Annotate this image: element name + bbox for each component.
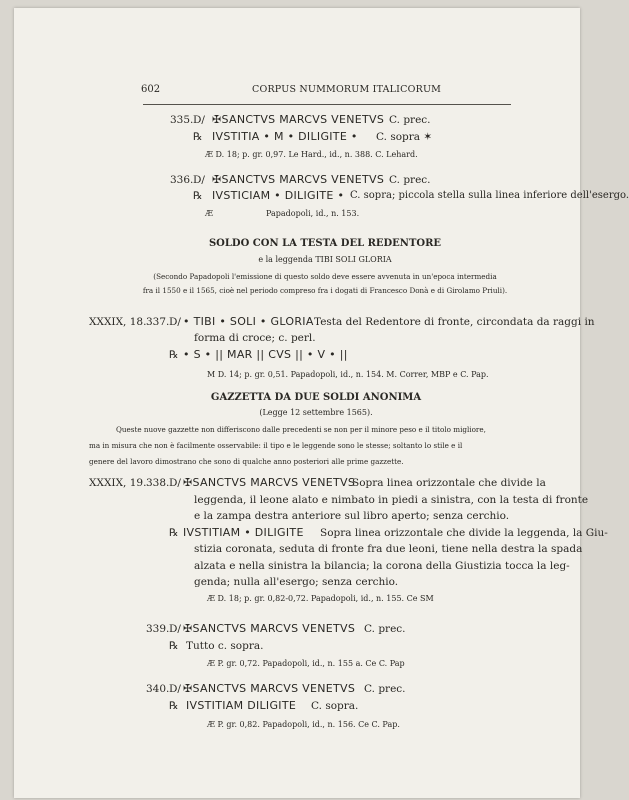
entry-339-obverse-note: C. prec.: [364, 623, 406, 635]
entry-338-number: 338.: [146, 477, 170, 489]
entry-335-reverse-sigla: ℞: [193, 131, 203, 143]
page-number: 602: [141, 84, 161, 95]
section-note-line: genere del lavoro dimostrano che sono di qualche anno posteriori alle prime gazzette.: [89, 457, 404, 466]
section-note-line: (Secondo Papadopoli l'emissione di questo soldo deve essere avvenuta in un'epoca intermedia: [153, 272, 497, 281]
entry-336-obverse-note: C. prec.: [389, 174, 431, 186]
entry-335-obverse-legend: ✠SANCTVS MARCVS VENETVS: [212, 113, 385, 126]
entry-335-obverse-sigla: D/: [193, 114, 205, 126]
entry-338-plate: XXXIX, 19.: [89, 477, 147, 489]
entry-340-obverse-legend: ✠SANCTVS MARCVS VENETVS: [183, 682, 356, 695]
entry-338-meta: Æ D. 18; p. gr. 0,82-0,72. Papadopoli, id., n. 155. Ce SM: [207, 594, 434, 603]
entry-338-obverse-sigla: D/: [169, 477, 181, 489]
entry-337-plate: XXXIX, 18.: [89, 316, 147, 328]
entry-336-obverse-sigla: D/: [193, 174, 205, 186]
entry-335-reverse-legend: IVSTITIA • M • DILIGITE •: [212, 130, 358, 143]
section-subtitle: e la leggenda TIBI SOLI GLORIA: [258, 255, 392, 264]
entry-338-reverse-desc: Sopra linea orizzontale che divide la leggenda, la Giu-: [320, 527, 608, 539]
entry-335-obverse-note: C. prec.: [389, 114, 431, 126]
entry-338-obverse-legend: ✠SANCTVS MARCVS VENETVS: [183, 476, 356, 489]
section-subtitle: (Legge 12 settembre 1565).: [259, 408, 373, 417]
entry-339-obverse-sigla: D/: [169, 623, 181, 635]
entry-336-reverse-sigla: ℞: [193, 190, 203, 202]
entry-337-obverse-desc: forma di croce; c. perl.: [194, 332, 316, 344]
entry-340-reverse-sigla: ℞: [169, 700, 179, 712]
entry-336-number: 336.: [170, 174, 194, 186]
entry-338-obverse-desc: e la zampa destra anteriore sul libro aperto; senza cerchio.: [194, 510, 510, 522]
entry-337-number: 337.: [146, 316, 170, 328]
section-note-line: ma in misura che non è facilmente osservabile: il tipo e le leggende sono le stesse; soltanto lo stile e il: [89, 441, 463, 450]
entry-336-metal: Æ: [205, 209, 214, 218]
entry-336-reverse-note: C. sopra; piccola stella sulla linea inferiore dell'esergo.: [350, 190, 629, 201]
section-title: SOLDO CON LA TESTA DEL REDENTORE: [208, 238, 442, 249]
entry-338-obverse-desc: Sopra linea orizzontale che divide la: [352, 477, 546, 489]
section-note-line: Queste nuove gazzette non differiscono dalle precedenti se non per il minore peso e il titolo migliore,: [116, 425, 486, 434]
entry-337-obverse-legend: • TIBI • SOLI • GLORIA: [183, 315, 314, 328]
entry-338-reverse-desc: genda; nulla all'esergo; senza cerchio.: [194, 576, 399, 588]
entry-335-reverse-note: C. sopra ✶: [376, 131, 433, 143]
entry-336-reverse-legend: IVSTICIAM • DILIGITE •: [212, 189, 345, 202]
entry-340-reverse-legend: IVSTITIAM DILIGITE: [186, 699, 297, 712]
entry-337-obverse-sigla: D/: [169, 316, 181, 328]
book-page: [14, 8, 583, 798]
header-rule: [143, 104, 511, 105]
entry-337-reverse-sigla: ℞: [169, 349, 179, 361]
section-title: GAZZETTA DA DUE SOLDI ANONIMA: [210, 392, 422, 403]
entry-338-reverse-desc: alzata e nella sinistra la bilancia; la corona della Giustizia tocca la leg-: [194, 560, 570, 572]
section-note-line: fra il 1550 e il 1565, cioè nel periodo compreso fra i dogati di Francesco Donà e di Girolamo Priuli).: [142, 286, 508, 295]
entry-337-meta: M D. 14; p. gr. 0,51. Papadopoli, id., n. 154. M. Correr, MBP e C. Pap.: [207, 370, 489, 379]
entry-339-number: 339.: [146, 623, 170, 635]
entry-337-obverse-desc: Testa del Redentore di fronte, circondata da raggi in: [314, 316, 595, 328]
running-title: CORPUS NUMMORUM ITALICORUM: [252, 84, 442, 95]
entry-340-number: 340.: [146, 683, 170, 695]
entry-339-obverse-legend: ✠SANCTVS MARCVS VENETVS: [183, 622, 356, 635]
entry-340-meta: Æ P. gr. 0,82. Papadopoli, id., n. 156. Ce C. Pap.: [207, 720, 400, 729]
entry-336-obverse-legend: ✠SANCTVS MARCVS VENETVS: [212, 173, 385, 186]
entry-337-reverse-legend: • S • || MAR || CVS || • V • ||: [183, 348, 348, 361]
entry-335-meta: Æ D. 18; p. gr. 0,97. Le Hard., id., n. 388. C. Lehard.: [205, 150, 418, 159]
entry-339-reverse-sigla: ℞: [169, 640, 179, 652]
entry-338-reverse-legend: IVSTITIAM • DILIGITE: [183, 526, 304, 539]
entry-338-reverse-desc: stizia coronata, seduta di fronte fra due leoni, tiene nella destra la spada: [194, 543, 583, 555]
entry-340-reverse-note: C. sopra.: [311, 700, 359, 712]
entry-335-number: 335.: [170, 114, 194, 126]
entry-340-obverse-sigla: D/: [169, 683, 181, 695]
entry-338-obverse-desc: leggenda, il leone alato e nimbato in piedi a sinistra, con la testa di fronte: [194, 494, 589, 506]
entry-336-meta: Papadopoli, id., n. 153.: [266, 209, 360, 218]
entry-338-reverse-sigla: ℞: [169, 527, 179, 539]
entry-339-reverse-text: Tutto c. sopra.: [186, 640, 264, 652]
entry-340-obverse-note: C. prec.: [364, 683, 406, 695]
entry-339-meta: Æ P. gr. 0,72. Papadopoli, id., n. 155 a. Ce C. Pap: [207, 659, 405, 668]
